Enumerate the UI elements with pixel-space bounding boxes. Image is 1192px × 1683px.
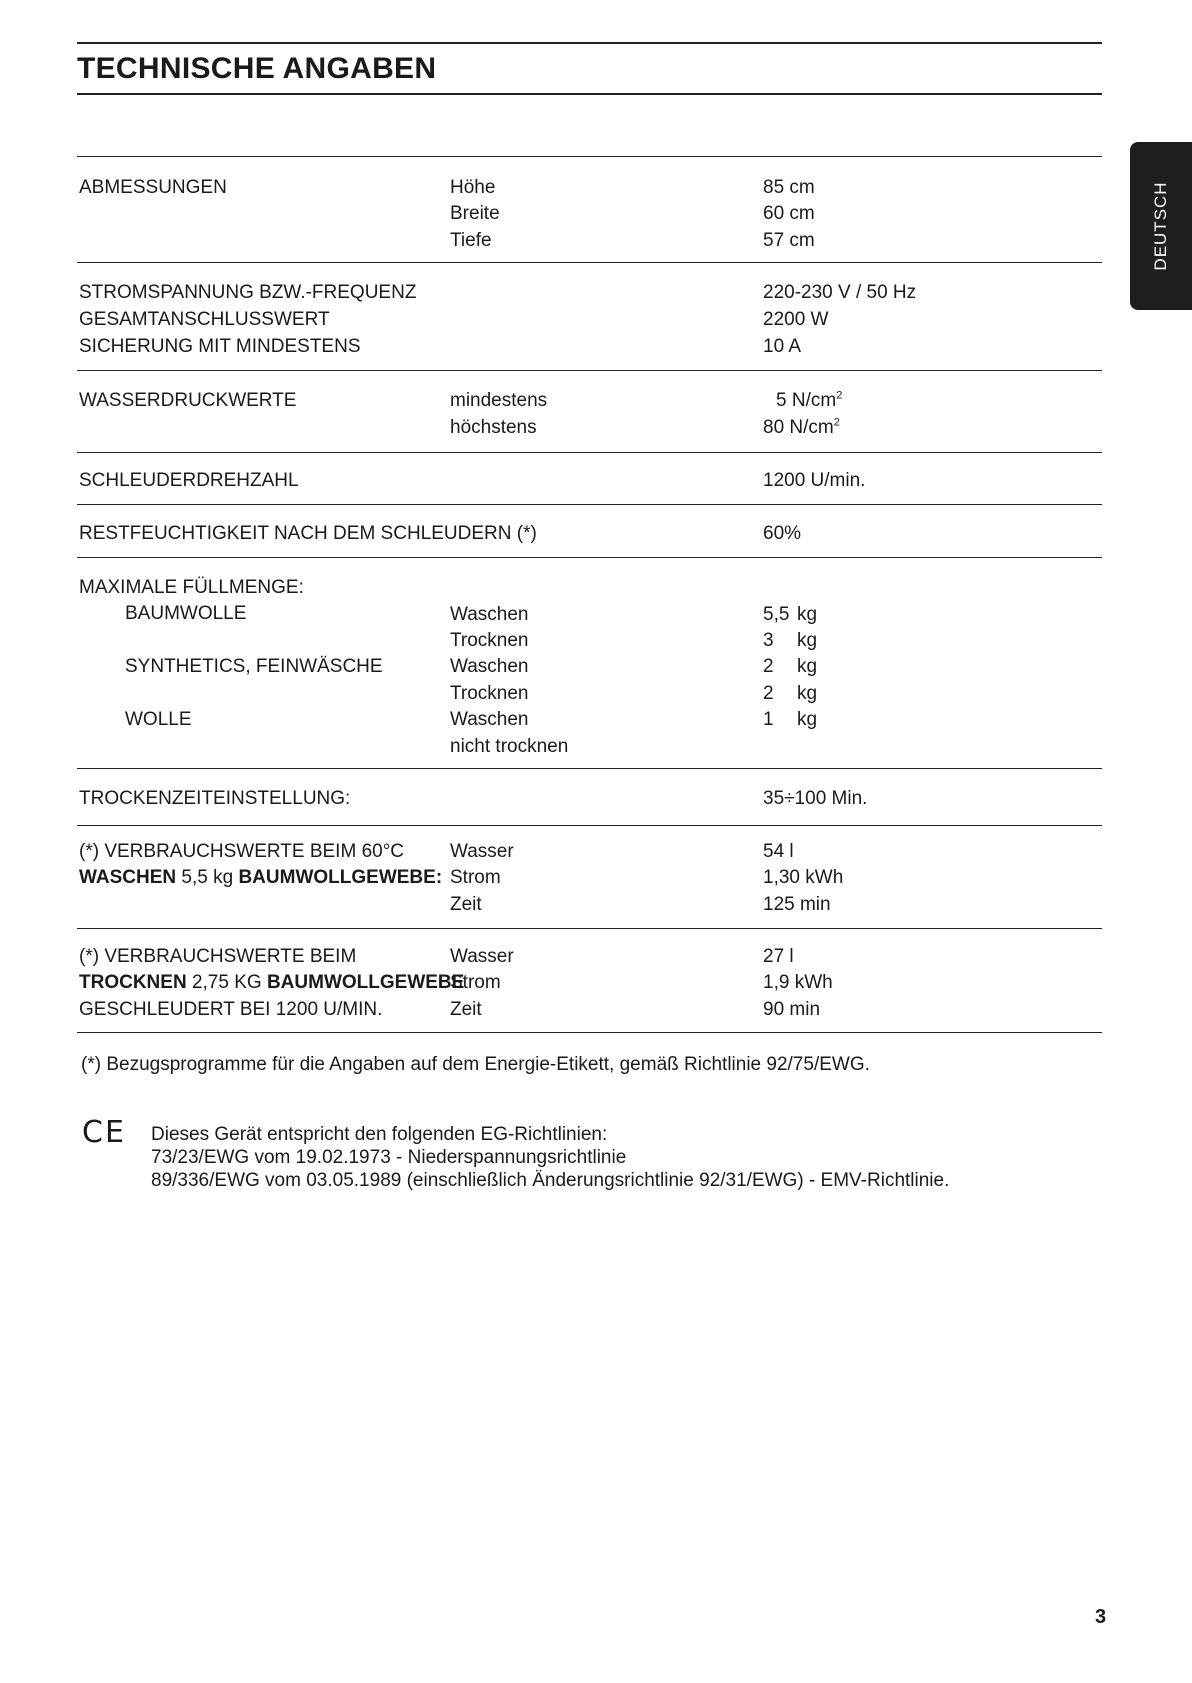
row-label-restfeuchtigkeit: RESTFEUCHTIGKEIT NACH DEM SCHLEUDERN (*) [79, 523, 537, 544]
load-amount: 5,5 [763, 604, 790, 625]
pressure-value: 80 $N/cm^2$ [763, 416, 840, 438]
fabric-name: SYNTHETICS, FEINWÄSCHE [125, 656, 383, 677]
consumption-wash-heading: (*) VERBRAUCHSWERTE BEIM 60°C [79, 841, 405, 862]
consumption-dry-subheading: TROCKNEN 2,75 KG BAUMWOLLGEWEBE [79, 972, 465, 993]
consumption-name: Zeit [450, 894, 482, 915]
load-mode: Waschen [450, 709, 529, 730]
table-rule [77, 557, 1102, 558]
load-amount: 3 [763, 630, 774, 651]
table-rule [77, 452, 1102, 453]
load-mode: nicht trocknen [450, 736, 569, 757]
consumption-dry-note: GESCHLEUDERT BEI 1200 U/MIN. [79, 999, 383, 1020]
row-label-schleuderdrehzahl: SCHLEUDERDREHZAHL [79, 470, 299, 491]
consumption-name: Zeit [450, 999, 482, 1020]
fabric-name: WOLLE [125, 709, 192, 730]
row-label-anschlusswert: GESAMTANSCHLUSSWERT [79, 309, 330, 330]
dimension-value: 60 cm [763, 203, 815, 224]
table-rule [77, 370, 1102, 371]
ce-text-line: Dieses Gerät entspricht den folgenden EG-Richtlinien: [151, 1124, 608, 1145]
row-value-restfeuchtigkeit: 60% [763, 523, 802, 544]
row-label-fuellmenge: MAXIMALE FÜLLMENGE: [79, 577, 304, 598]
page-title: TECHNISCHE ANGABEN [77, 52, 437, 85]
load-unit: kg [797, 656, 818, 677]
consumption-value: 54 l [763, 841, 794, 862]
consumption-value: 27 l [763, 946, 794, 967]
consumption-value: 1,9 kWh [763, 972, 833, 993]
consumption-value: 90 min [763, 999, 821, 1020]
row-value-sicherung: 10 A [763, 336, 802, 357]
load-mode: Trocknen [450, 630, 529, 651]
dimension-value: 85 cm [763, 177, 815, 198]
load-amount: 1 [763, 709, 774, 730]
row-value-anschlusswert: 2200 W [763, 309, 829, 330]
consumption-value: 125 min [763, 894, 831, 915]
consumption-name: Wasser [450, 946, 514, 967]
dimension-name: Breite [450, 203, 500, 224]
row-value-stromspannung: 220-230 V / 50 Hz [763, 282, 917, 303]
load-amount: 2 [763, 683, 774, 704]
dimension-name: Höhe [450, 177, 496, 198]
dimension-name: Tiefe [450, 230, 492, 251]
fabric-name: BAUMWOLLE [125, 603, 247, 624]
table-rule [77, 825, 1102, 826]
row-label-abmessungen: ABMESSUNGEN [79, 177, 227, 198]
load-mode: Waschen [450, 656, 529, 677]
consumption-dry-heading: (*) VERBRAUCHSWERTE BEIM [79, 946, 357, 967]
consumption-name: Wasser [450, 841, 514, 862]
table-rule [77, 768, 1102, 769]
load-amount: 2 [763, 656, 774, 677]
consumption-value: 1,30 kWh [763, 867, 844, 888]
footnote: (*) Bezugsprogramme für die Angaben auf dem Energie-Etikett, gemäß Richtlinie 92/75/EWG. [81, 1054, 870, 1075]
language-tab-label: DEUTSCH [1151, 181, 1170, 271]
table-rule [77, 262, 1102, 263]
dimension-value: 57 cm [763, 230, 815, 251]
load-unit: kg [797, 683, 818, 704]
row-label-sicherung: SICHERUNG MIT MINDESTENS [79, 336, 361, 357]
pressure-name: höchstens [450, 417, 537, 438]
load-mode: Trocknen [450, 683, 529, 704]
load-mode: Waschen [450, 604, 529, 625]
pressure-value: 5 $N/cm^2$ [776, 389, 843, 411]
header-bottom-rule [77, 93, 1102, 95]
consumption-wash-subheading: WASCHEN 5,5 kg BAUMWOLLGEWEBE: [79, 867, 443, 888]
row-value-schleuderdrehzahl: 1200 U/min. [763, 470, 866, 491]
row-label-stromspannung: STROMSPANNUNG BZW.-FREQUENZ [79, 282, 417, 303]
table-rule [77, 1032, 1102, 1033]
load-unit: kg [797, 709, 818, 730]
table-rule [77, 504, 1102, 505]
language-tab [1130, 142, 1192, 310]
pressure-name: mindestens [450, 390, 548, 411]
table-rule [77, 156, 1102, 157]
consumption-name: Strom [450, 972, 501, 993]
table-rule [77, 928, 1102, 929]
header-top-rule [77, 42, 1102, 44]
row-label-trockenzeit: TROCKENZEITEINSTELLUNG: [79, 788, 351, 809]
ce-text-line: 73/23/EWG vom 19.02.1973 - Niederspannungsrichtlinie [151, 1147, 627, 1168]
load-unit: kg [797, 630, 818, 651]
ce-text-line: 89/336/EWG vom 03.05.1989 (einschließlich Änderungsrichtlinie 92/31/EWG) - EMV-Richtlinie. [151, 1170, 950, 1191]
load-unit: kg [797, 604, 818, 625]
row-value-trockenzeit: 35÷100 Min. [763, 788, 868, 809]
page-number: 3 [1095, 1606, 1107, 1628]
row-label-wasserdruck: WASSERDRUCKWERTE [79, 390, 297, 411]
ce-mark-icon: CE [82, 1115, 126, 1150]
consumption-name: Strom [450, 867, 501, 888]
